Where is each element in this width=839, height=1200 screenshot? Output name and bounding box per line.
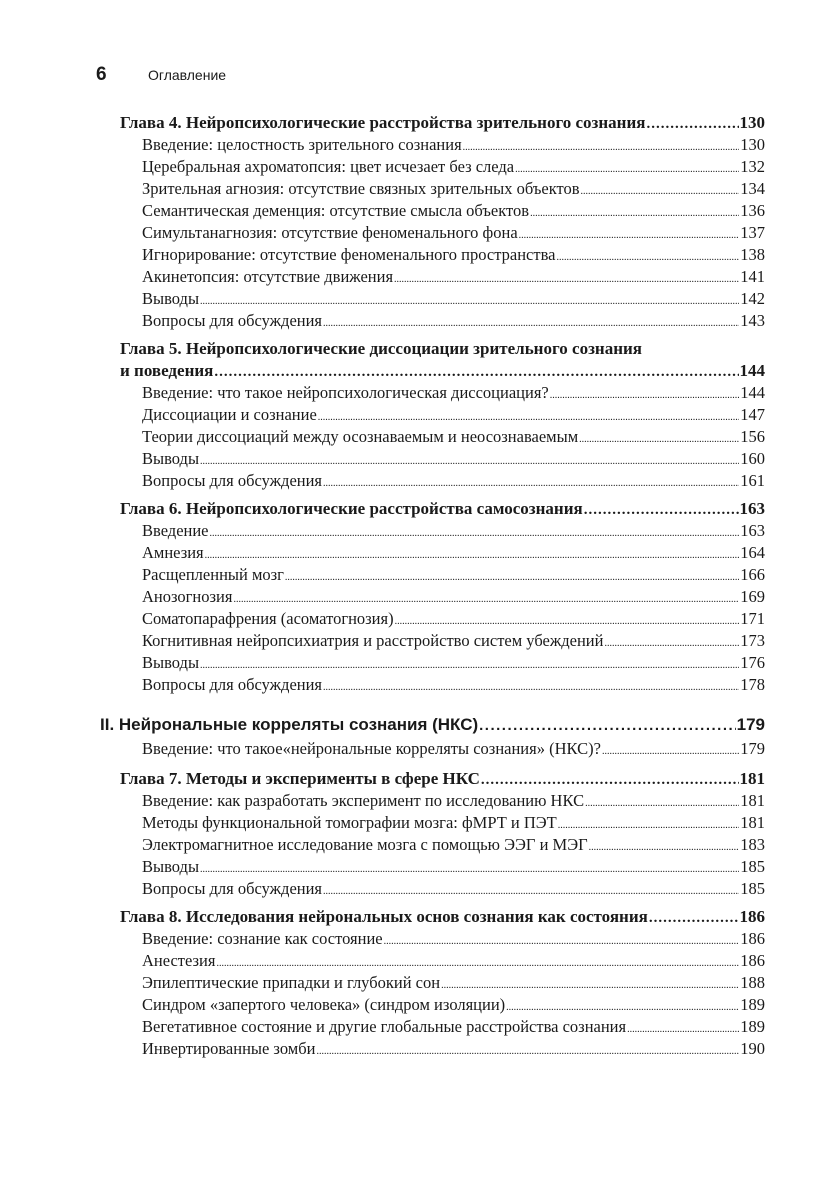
toc-entry[interactable] [120, 834, 765, 856]
toc-chapter-entry[interactable] [120, 906, 765, 928]
entry-title: Введение: сознание как состояние [142, 929, 383, 948]
page-ref: 163 [739, 499, 765, 518]
entry-title: Симультанагнозия: отсутствие феноменального фона [142, 223, 518, 242]
toc-entry[interactable] [120, 1038, 765, 1060]
page-ref: 130 [740, 135, 765, 154]
entry-title: Вопросы для обсуждения [142, 879, 323, 898]
page-number: 6 [96, 64, 107, 85]
page-ref: 142 [740, 289, 765, 308]
toc-entry[interactable] [120, 382, 765, 404]
entry-title: Акинетопсия: отсутствие движения [142, 267, 394, 286]
page-ref: 189 [740, 1017, 765, 1036]
entry-title: Выводы [142, 449, 200, 468]
page-ref: 179 [736, 715, 765, 734]
page-ref: 173 [740, 631, 765, 650]
toc-entry[interactable] [120, 972, 765, 994]
table-of-contents [100, 112, 765, 1066]
dot-leader [384, 931, 740, 953]
entry-title: Введение: целостность зрительного сознания [142, 135, 462, 154]
page-ref: 185 [740, 857, 765, 876]
entry-title: Методы функциональной томографии мозга: фМРТ и ПЭТ [142, 813, 557, 832]
running-title: Оглавление [148, 67, 227, 83]
toc-entry[interactable] [120, 950, 765, 972]
page-ref: 156 [740, 427, 765, 446]
dot-leader [556, 247, 739, 269]
page-ref: 137 [740, 223, 765, 242]
toc-entry[interactable] [120, 738, 765, 760]
toc-entry[interactable] [120, 156, 765, 178]
toc-entry[interactable] [120, 856, 765, 878]
chapter-title: Глава 4. Нейропсихологические расстройства зрительного сознания [120, 113, 646, 132]
chapter-8 [120, 906, 765, 1060]
toc-part-entry[interactable] [100, 714, 765, 736]
chapter-title: Глава 6. Нейропсихологические расстройства самосознания [120, 499, 583, 518]
toc-entry[interactable] [120, 310, 765, 332]
dot-leader [604, 633, 739, 655]
chapter-title-continued: и поведения [120, 361, 214, 380]
toc-entry[interactable] [120, 178, 765, 200]
entry-title: Зрительная агнозия: отсутствие связных зрительных объектов [142, 179, 580, 198]
page-ref: 166 [740, 565, 765, 584]
page-ref: 178 [740, 675, 765, 694]
page-ref: 179 [740, 739, 765, 758]
page-ref: 171 [740, 609, 765, 628]
page-ref: 143 [740, 311, 765, 330]
page-ref: 181 [740, 791, 765, 810]
chapter-title: Глава 7. Методы и эксперименты в сфере НКС [120, 769, 480, 788]
dot-leader [205, 545, 740, 567]
page-ref: 147 [740, 405, 765, 424]
entry-title: Синдром «запертого человека» (синдром изоляции) [142, 995, 506, 1014]
page-ref: 183 [740, 835, 765, 854]
page-ref: 161 [740, 471, 765, 490]
toc-entry[interactable] [120, 878, 765, 900]
toc-entry[interactable] [120, 542, 765, 564]
page-ref: 176 [740, 653, 765, 672]
dot-leader [394, 269, 739, 291]
entry-title: Вопросы для обсуждения [142, 311, 323, 330]
entry-title: Расщепленный мозг [142, 565, 284, 584]
toc-entry[interactable] [120, 586, 765, 608]
page-ref: 188 [740, 973, 765, 992]
toc-entry[interactable] [120, 790, 765, 812]
page-ref: 186 [740, 929, 765, 948]
dot-leader [585, 793, 739, 815]
entry-title: Анестезия [142, 951, 216, 970]
page-ref: 186 [739, 907, 765, 926]
chapter-6 [120, 498, 765, 696]
entry-title: Соматопарафрения (асоматогнозия) [142, 609, 394, 628]
page-ref: 132 [740, 157, 765, 176]
page-ref: 160 [740, 449, 765, 468]
entry-title: Диссоциации и сознание [142, 405, 317, 424]
entry-title: Семантическая деменция: отсутствие смысла объектов [142, 201, 530, 220]
entry-title: Выводы [142, 289, 200, 308]
entry-title: Вопросы для обсуждения [142, 471, 323, 490]
page-ref: 164 [740, 543, 765, 562]
page-ref: 134 [740, 179, 765, 198]
dot-leader [579, 429, 739, 451]
page-header [96, 64, 226, 86]
dot-leader [316, 1041, 739, 1063]
toc-entry[interactable] [120, 608, 765, 630]
page-ref: 144 [739, 361, 765, 380]
dot-leader [627, 1019, 739, 1041]
chapter-title[interactable]: Глава 5. Нейропсихологические диссоциации зрительного сознания [120, 339, 642, 358]
dot-leader [323, 677, 739, 699]
entry-title: Когнитивная нейропсихиатрия и расстройство систем убеждений [142, 631, 604, 650]
toc-entry[interactable] [120, 222, 765, 244]
entry-title: Игнорирование: отсутствие феноменального пространства [142, 245, 556, 264]
entry-title: Анозогнозия [142, 587, 233, 606]
toc-chapter-entry[interactable] [120, 112, 765, 134]
toc-entry[interactable] [120, 134, 765, 156]
dot-leader [646, 113, 738, 135]
entry-title: Выводы [142, 857, 200, 876]
toc-entry[interactable] [120, 564, 765, 586]
toc-entry[interactable] [120, 812, 765, 834]
toc-entry[interactable] [120, 520, 765, 542]
entry-title: Электромагнитное исследование мозга с помощью ЭЭГ и МЭГ [142, 835, 588, 854]
toc-entry[interactable] [120, 288, 765, 310]
entry-title: Церебральная ахроматопсия: цвет исчезает без следа [142, 157, 515, 176]
toc-entry[interactable] [120, 266, 765, 288]
dot-leader [323, 473, 739, 495]
page-ref: 141 [740, 267, 765, 286]
page-ref: 185 [740, 879, 765, 898]
toc-entry[interactable] [120, 244, 765, 266]
dot-leader [581, 181, 740, 203]
toc-chapter-entry[interactable] [120, 360, 765, 382]
entry-title: Теории диссоциаций между осознаваемым и неосознаваемым [142, 427, 579, 446]
page-ref: 181 [740, 813, 765, 832]
toc-entry[interactable] [120, 1016, 765, 1038]
chapter-7 [120, 768, 765, 900]
entry-title: Амнезия [142, 543, 204, 562]
toc-entry[interactable] [120, 470, 765, 492]
dot-leader [210, 523, 740, 545]
page-ref: 190 [740, 1039, 765, 1058]
dot-leader [584, 499, 739, 521]
dot-leader [550, 385, 740, 407]
toc-entry[interactable] [120, 448, 765, 470]
toc-entry[interactable] [120, 200, 765, 222]
toc-entry[interactable] [120, 928, 765, 950]
part-title: II. Нейрональные корреляты сознания (НКС) [100, 715, 479, 734]
chapter-5 [120, 338, 765, 492]
entry-title: Инвертированные зомби [142, 1039, 316, 1058]
entry-title: Введение [142, 521, 209, 540]
entry-title: Введение: что такое«нейрональные корреляты сознания» (НКС)? [142, 739, 601, 758]
entry-title: Выводы [142, 653, 200, 672]
entry-title: Эпилептические припадки и глубокий сон [142, 973, 441, 992]
toc-chapter-entry[interactable] [120, 768, 765, 790]
dot-leader [530, 203, 739, 225]
page-ref: 169 [740, 587, 765, 606]
chapter-title: Глава 8. Исследования нейрональных основ сознания как состояния [120, 907, 648, 926]
page-ref: 130 [739, 113, 765, 132]
entry-title: Вегетативное состояние и другие глобальные расстройства сознания [142, 1017, 627, 1036]
page-ref: 163 [740, 521, 765, 540]
page-ref: 138 [740, 245, 765, 264]
dot-leader [602, 741, 739, 763]
entry-title: Введение: что такое нейропсихологическая диссоциация? [142, 383, 549, 402]
toc-entry[interactable] [120, 630, 765, 652]
toc-entry[interactable] [120, 674, 765, 696]
dot-leader [479, 715, 735, 737]
toc-entry[interactable] [120, 652, 765, 674]
page-ref: 181 [739, 769, 765, 788]
page-ref: 136 [740, 201, 765, 220]
page-ref: 144 [740, 383, 765, 402]
dot-leader [649, 907, 739, 929]
dot-leader [323, 881, 739, 903]
entry-title: Введение: как разработать эксперимент по исследованию НКС [142, 791, 585, 810]
toc-entry[interactable] [120, 404, 765, 426]
dot-leader [285, 567, 739, 589]
dot-leader [323, 313, 739, 335]
chapter-4 [120, 112, 765, 332]
toc-entry[interactable] [120, 426, 765, 448]
dot-leader [214, 361, 738, 383]
dot-leader [589, 837, 740, 859]
entry-title: Вопросы для обсуждения [142, 675, 323, 694]
dot-leader [481, 769, 739, 791]
page-ref: 189 [740, 995, 765, 1014]
page-ref: 186 [740, 951, 765, 970]
toc-chapter-entry[interactable] [120, 498, 765, 520]
toc-entry[interactable] [120, 994, 765, 1016]
